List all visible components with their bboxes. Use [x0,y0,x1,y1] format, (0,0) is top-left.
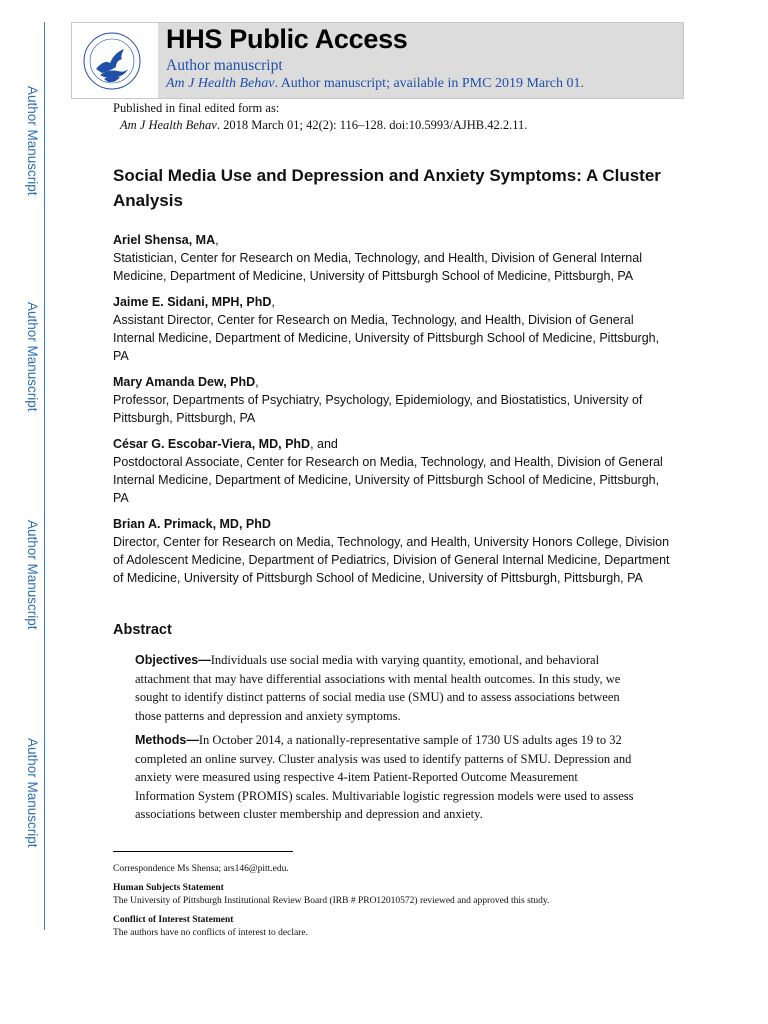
author-manuscript-side-label: Author Manuscript [25,738,40,848]
hhs-eagle-seal-icon [80,29,144,93]
human-subjects-heading: Human Subjects Statement [113,883,224,893]
author-affiliation: Statistician, Center for Research on Media, Technology, and Health, Division of General Internal Medicine, Department of Medicine, University of Pittsburgh School of Medicine, Pittsburgh, PA [113,251,642,283]
author-suffix: , and [310,437,338,451]
author-name-line [113,515,673,533]
author-entry [113,515,673,587]
author-name-line [113,435,673,453]
abstract-objectives [135,651,635,725]
author-manuscript-side-label: Author Manuscript [25,86,40,196]
citation-details: . 2018 March 01; 42(2): 116–128. doi:10.5993/AJHB.42.2.11. [216,118,528,132]
human-subjects-text: The University of Pittsburgh Institutional Review Board (IRB # PRO12010572) reviewed and approved this study. [113,896,550,906]
methods-text: In October 2014, a nationally-representative sample of 1730 US adults ages 19 to 32 completed an online survey. Cluster analysis was used to identify patterns of SMU. Depression and anxiety were measured using respective 4-item Patient-Reported Outcome Measurement Information System (PROMIS) scales. Multivariable logistic regression models were used to assess associations between cluster membership and depression and anxiety. [135,733,634,821]
footnotes [113,863,713,940]
author-name-line [113,231,673,249]
author-name-line [113,293,673,311]
article-title: Social Media Use and Depression and Anxiety Symptoms: A Cluster Analysis [113,166,661,210]
availability-text: . Author manuscript; available in PMC 2019 March 01. [274,76,584,91]
author-name: César G. Escobar-Viera, MD, PhD [113,437,311,451]
author-entry [113,373,673,427]
published-label: Published in final edited form as: [113,101,280,115]
objectives-text: Individuals use social media with varying quantity, emotional, and behavioral attachment that may have differential associations with mental health outcomes. In this study, we sought to identify distinct patterns of social media use (SMU) and to assess associations between those patterns and depression and anxiety symptoms. [135,653,621,723]
methods-label: Methods— [135,733,199,747]
manuscript-type: Author manuscript [166,57,283,74]
conflict-text: The authors have no conflicts of interest to declare. [113,928,308,938]
author-entry [113,231,673,285]
footnote-divider [113,851,293,852]
author-suffix: , [271,295,275,309]
left-margin-rule [44,22,45,930]
author-affiliation: Assistant Director, Center for Research on Media, Technology, and Health, Division of General Internal Medicine, Department of Medicine, University of Pittsburgh School of Medicine, Pittsburgh, PA [113,313,660,363]
hhs-title: HHS Public Access [166,24,408,54]
author-name: Ariel Shensa, MA [113,233,216,247]
journal-name: Am J Health Behav [166,76,275,91]
author-manuscript-side-label: Author Manuscript [25,302,40,412]
author-affiliation: Director, Center for Research on Media, Technology, and Health, University Honors College, Division of Adolescent Medicine, Department of Pediatrics, Division of General Internal Medicine, Department of Medicine, University of Pittsburgh School of Medicine, University of Pittsburgh, Pittsburgh, PA [113,535,670,585]
author-suffix: , [255,375,259,389]
abstract-methods [135,731,635,824]
published-info [113,100,527,134]
hhs-public-access-banner [71,22,684,99]
author-name-line [113,373,673,391]
correspondence: Correspondence Ms Shensa; ars146@pitt.edu. [113,864,289,874]
author-affiliation: Postdoctoral Associate, Center for Research on Media, Technology, and Health, Division of General Internal Medicine, Department of Medicine, University of Pittsburgh School of Medicine, Pittsburgh, PA [113,455,663,505]
pmc-availability [166,76,584,92]
author-affiliation: Professor, Departments of Psychiatry, Psychology, Epidemiology, and Biostatistics, University of Pittsburgh, Pittsburgh, PA [113,393,643,425]
citation-journal: Am J Health Behav [120,118,217,132]
author-list [113,231,673,595]
author-suffix: , [215,233,219,247]
author-entry [113,293,673,365]
abstract-heading: Abstract [113,622,172,638]
author-manuscript-side-label: Author Manuscript [25,520,40,630]
author-name: Brian A. Primack, MD, PhD [113,517,271,531]
citation [113,117,527,134]
objectives-label: Objectives— [135,653,211,667]
author-entry [113,435,673,507]
author-name: Mary Amanda Dew, PhD [113,375,256,389]
conflict-heading: Conflict of Interest Statement [113,915,234,925]
author-name: Jaime E. Sidani, MPH, PhD [113,295,272,309]
